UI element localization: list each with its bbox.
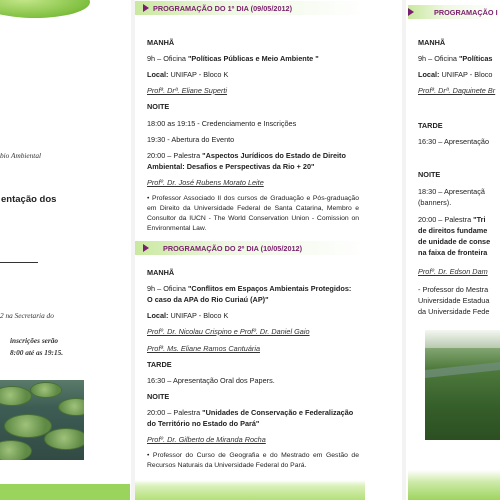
day2-oficina: 9h – Oficina "Conflitos em Espaços Ambientais Protegidos:: [147, 284, 352, 293]
green-leaf-decoration: [0, 0, 90, 18]
day3-title: PROGRAMAÇÃO I: [434, 8, 498, 17]
day3-palestra-title: na faixa de fronteira: [418, 248, 488, 257]
left-text-fragment: 2 na Secretaria do: [0, 311, 54, 320]
day3-local: Local: UNIFAP - Bloco: [418, 70, 493, 79]
left-text-fragment: inscrições serão: [10, 336, 59, 345]
left-panel: [0, 0, 130, 500]
day2-oficina-title: O caso da APA do Rio Curiaú (AP)": [147, 295, 269, 304]
right-panel: [408, 0, 500, 500]
triangle-bullet-icon: [408, 8, 414, 16]
day2-line: 16:30 – Apresentação Oral dos Papers.: [147, 376, 275, 385]
water-lily-photo: [0, 380, 84, 460]
day2-title: PROGRAMAÇÃO DO 2º DIA (10/05/2012): [163, 244, 303, 253]
left-heading: entação dos: [1, 194, 57, 205]
day2-local: Local: UNIFAP - Bloco K: [147, 311, 229, 320]
day3-line: (banners).: [418, 198, 452, 207]
day1-oficina: 9h – Oficina "Políticas Públicas e Meio Ambiente ": [147, 54, 319, 63]
day3-line: 18:30 – Apresentaçã: [418, 187, 485, 196]
day1-line: 19:30 - Abertura do Evento: [147, 135, 235, 144]
day3-oficina: 9h – Oficina "Políticas: [418, 54, 493, 63]
day2-prof3: Profº. Dr. Gilberto de Miranda Rocha: [147, 435, 266, 444]
day3-line: 16:30 – Apresentação: [418, 137, 489, 146]
day1-local: Local: UNIFAP - Bloco K: [147, 70, 229, 79]
left-text-fragment: bio Ambiental: [0, 151, 42, 160]
day1-line: 18:00 as 19:15 - Credenciamento e Inscrições: [147, 119, 297, 128]
day1-title: PROGRAMAÇÃO DO 1º DIA (09/05/2012): [153, 4, 293, 13]
day3-palestra-title: de unidade de conse: [418, 237, 491, 246]
day3-bio: da Universidade Fede: [418, 307, 490, 316]
day3-prof1: Profª. Drª. Daguinete Br: [418, 86, 496, 95]
left-divider: [0, 262, 38, 263]
bottom-green-band: [408, 470, 500, 500]
day1-noite: NOITE: [147, 102, 170, 111]
day1-palestra-title: Ambiental: Desafios e Perspectivas da Rio + 20": [147, 162, 315, 171]
bottom-green-band: [135, 480, 365, 500]
day3-palestra: 20:00 – Palestra "Tri: [418, 215, 486, 224]
day3-bio: - Professor do Mestra: [418, 285, 489, 294]
day1-palestra: 20:00 – Palestra "Aspectos Jurídicos do Estado de Direito: [147, 151, 346, 160]
day2-palestra-title: do Território no Estado do Pará": [147, 419, 260, 428]
day1-prof1: Profª. Drª. Eliane Superti: [147, 86, 228, 95]
day2-noite: NOITE: [147, 392, 170, 401]
fold-divider: [402, 0, 406, 500]
day2-prof2: Profª. Ms. Eliane Ramos Cantuária: [147, 344, 261, 353]
triangle-bullet-icon: [143, 244, 149, 252]
day2-prof1: Profº. Dr. Nicolau Crispino e Profº. Dr. Daniel Gaio: [147, 327, 310, 336]
day3-tarde: TARDE: [418, 121, 443, 130]
middle-panel: [135, 0, 365, 500]
day1-bio: • Professor Associado II dos cursos de Graduação e Pós-graduação em Direito da Universidade Federal de Santa Catarina, Membro e Consultor da IUCN - The World Conservation Union - Comission on Environmental Law.: [147, 195, 359, 232]
day1-manha: MANHÃ: [147, 38, 175, 47]
day1-prof2: Profº. Dr. José Rubens Morato Leite: [147, 178, 264, 187]
day2-manha: MANHÃ: [147, 268, 175, 277]
day2-bio: • Professor do Curso de Geografia e do Mestrado em Gestão de Recursos Naturais da Universidade Federal do Pará.: [147, 452, 359, 469]
triangle-bullet-icon: [143, 4, 149, 12]
left-text-fragment: 8:00 até as 19:15.: [10, 348, 64, 357]
day3-manha: MANHÃ: [418, 38, 446, 47]
day3-palestra-title: de direitos fundame: [418, 226, 488, 235]
day2-palestra: 20:00 – Palestra "Unidades de Conservação e Federalização: [147, 408, 354, 417]
forest-river-photo: [425, 330, 500, 440]
day3-bio: Universidade Estadua: [418, 296, 490, 305]
day2-tarde: TARDE: [147, 360, 172, 369]
day3-noite: NOITE: [418, 170, 441, 179]
bottom-green-band: [0, 484, 130, 500]
day3-prof2: Profº. Dr. Edson Dam: [418, 267, 488, 276]
